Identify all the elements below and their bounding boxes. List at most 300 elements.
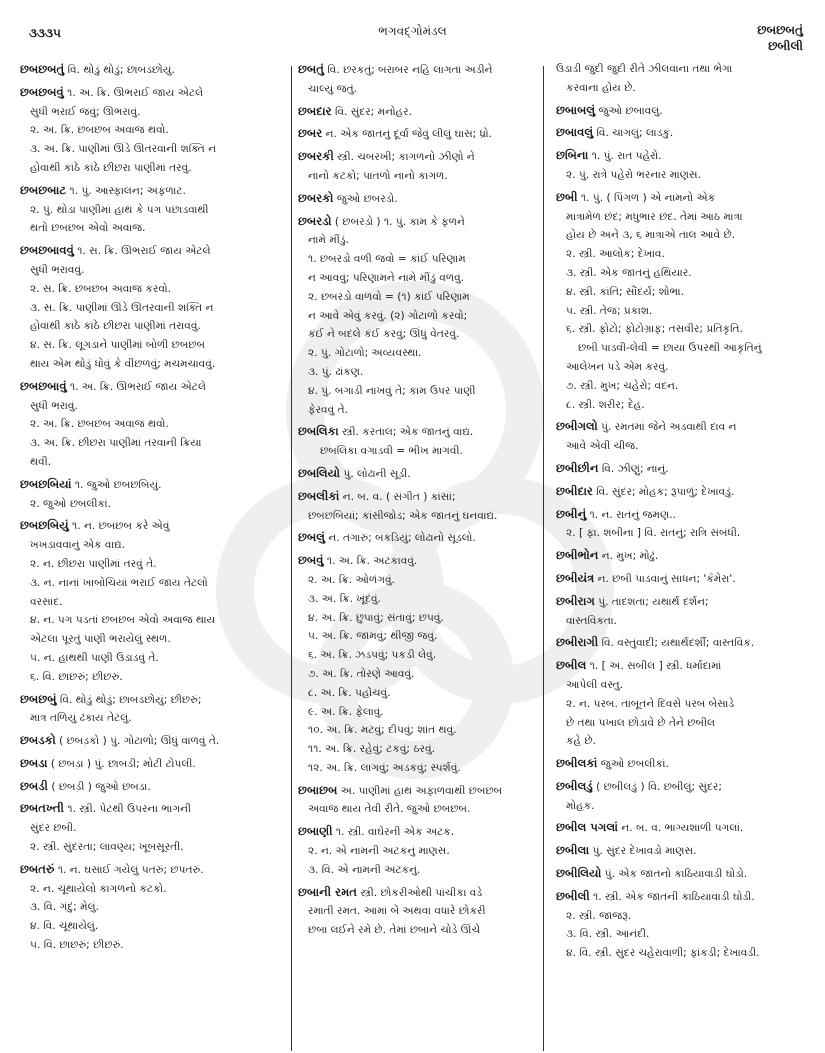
headword: છબરકો [298, 190, 334, 205]
headword: છબીલિયો [556, 866, 602, 881]
entry-line [298, 363, 540, 382]
headword: છબછબિયું [20, 518, 69, 533]
definition-text: પું. રમતમાં જેને અડવાથી દાવ ન [601, 421, 737, 434]
definition-text: આપેલી વસ્તુ. [566, 678, 623, 691]
dictionary-entry [556, 123, 814, 143]
entry-line [298, 250, 540, 269]
definition-text: ૧. ન. ઘસાઈ ગયેલું પતરું; છપતરું. [57, 863, 204, 876]
entry-first-line [20, 377, 284, 397]
definition-text: સ્ત્રી. ચબરખી; કાગળનો ઝીણો ને [337, 151, 475, 164]
definition-text: જુઓ છબરડો. [336, 192, 398, 205]
dictionary-entry [556, 188, 814, 415]
definition-text: ૬. અ. ક્રિ. ઝડપવું; પકડી લેવું. [308, 649, 437, 662]
definition-text: ૧૧. અ. ક્રિ. રહેવું; ટકવું; ઠરવું. [308, 743, 435, 756]
headword: છબીલ પગલાં [556, 820, 618, 835]
definition-text: માત્ર તળિયું ઢંકાય તેટલું. [30, 712, 132, 725]
dictionary-entry [298, 883, 540, 940]
entry-line [20, 299, 284, 318]
definition-text: ( છબરડ઼ો ) ૧. પું. કામ કે ફળને [334, 215, 465, 228]
dictionary-entry [298, 551, 540, 778]
column-middle [298, 60, 540, 943]
entry-line [20, 536, 284, 555]
dictionary-entry [298, 781, 540, 820]
entry-first-line [298, 551, 540, 571]
entry-first-line [20, 60, 284, 80]
entry-line [298, 325, 540, 344]
definition-text: ન. છબી પાડવાનું સાધન; 'કૅમેરા'. [597, 572, 736, 585]
definition-text: સ્ત્રી. છોકરીઓથી પાંચીકા વડે [360, 886, 483, 899]
definition-text: એટલા પૂરતું પાણી ભરાયેલું સ્થળ. [30, 633, 171, 646]
definition-text: ૧. પું. ( પિંગળ ) એ નામનો એક [580, 191, 716, 204]
headword: છબછબાટ [20, 182, 67, 197]
entry-line [20, 630, 284, 649]
definition-text: સુધી ભરાવું. [30, 399, 78, 412]
definition-text: વિ. ચાગલું; લાડકું. [596, 127, 674, 140]
definition-text: ૧૦. અ. ક્રિ. મટવું; દીપવું; શાંત થવું. [308, 724, 457, 737]
definition-text: રમાતી રમત. આમાં બે અથવા વધારે છોકરી [308, 905, 486, 918]
entry-line [20, 434, 284, 453]
page-header [0, 0, 825, 58]
definition-text: ન આવે એવું કરવું. (૨) ગોટાળો કરવો; [308, 309, 468, 322]
entry-line [20, 495, 284, 514]
headword: છબડા [20, 755, 48, 770]
dictionary-entry [556, 754, 814, 774]
headword: છબીરાગી [556, 635, 599, 650]
entry-line [298, 703, 540, 722]
headword: છબીનું [556, 506, 587, 521]
entry-first-line [298, 102, 540, 122]
entry-first-line [556, 754, 814, 774]
definition-text: ૨. ન. ચૂંથાયેલો કાગળનો કટકો. [30, 882, 167, 895]
entry-line [556, 339, 814, 358]
definition-text: ૨. ન. પરબ. તાબૂતને દિવસે પરબ બેસાડે [566, 697, 735, 710]
headword: છબછબવું [20, 84, 64, 99]
definition-text: ૪. પું. બગાડી નાખવું તે; કામ ઉપર પાણી [308, 384, 476, 397]
headword: છબીદાર [556, 483, 593, 498]
entry-first-line [556, 101, 814, 121]
headword: છબછબાવું [20, 378, 67, 393]
definition-text: ન. એક જાતનું દૂર્વા જેવું લીલું ઘાસ; ધ્રો. [325, 128, 492, 141]
definition-text: વરસાદ. [30, 595, 63, 608]
entry-line [556, 79, 814, 98]
entry-first-line [20, 475, 284, 495]
definition-text: ૪. અ. ક્રિ. છુપાવું; સંતાવું; છપવું. [308, 611, 444, 624]
definition-text: વિ. વસ્તુવાદી; યથાર્થદર્શી; વાસ્તવિક. [601, 637, 755, 650]
dictionary-entry [556, 60, 814, 98]
definition-text: ન. મુખ; મોઢું. [601, 550, 659, 563]
headword: છબીરાગ [556, 593, 595, 608]
entry-first-line [20, 516, 284, 536]
entry-first-line [556, 546, 814, 566]
entry-line [298, 627, 540, 646]
entry-line [20, 709, 284, 728]
definition-text: ૨. સ્ત્રી. જાજરૂ. [566, 909, 632, 922]
definition-text: ૨. પું. રાત્રે પહેરો ભરનાર માણસ. [566, 168, 701, 181]
entry-line [298, 571, 540, 590]
definition-text: ૪. સ. ક્રિ. લૂગડાને પાણીમાં બોળી છબછબ [30, 339, 206, 352]
dictionary-entry [20, 241, 284, 374]
dictionary-entry [298, 147, 540, 186]
dictionary-entry [20, 377, 284, 472]
entry-line [20, 838, 284, 857]
definition-text: વાસ્તવિકતા. [566, 614, 617, 627]
entry-line [20, 397, 284, 416]
definition-text: ૧. અ. ક્રિ. ઊભરાઈ જાય એટલે [67, 86, 204, 99]
entry-line [20, 219, 284, 238]
entry-line [298, 401, 540, 420]
headword: છબર [298, 126, 323, 141]
definition-text: ૫. સ્ત્રી. તેજ; પ્રકાશ. [566, 304, 653, 317]
definition-text: ૨. સ્ત્રી. આલોક; દેખાવ. [566, 248, 665, 261]
definition-text: ૯. અ. ક્રિ. ફેલાવું. [308, 705, 384, 718]
definition-text: ૧. સ્ત્રી. એક જાતની કાઠિયાવાડી ઘોડી. [593, 890, 755, 903]
entry-line [298, 590, 540, 609]
definition-text: ૧. સ્ત્રી. વાઘેરની એક અટક. [335, 826, 455, 839]
definition-text: ( છબડ઼કો ) પું. ગોટાળો; ઊંધું વાળવું તે. [59, 735, 220, 748]
entry-first-line [298, 781, 540, 801]
definition-text: ૨. [ ફા. શબીના ] વિ. રાતનું; રાત્રિ સંબંધી. [566, 527, 741, 540]
dictionary-entry [298, 422, 540, 461]
headword: છબલિકા [298, 424, 339, 439]
definition-text: ૩. વિ. ગંદું; મેલું. [30, 901, 99, 914]
entry-line [20, 555, 284, 574]
entry-line [20, 140, 284, 159]
entry-line [556, 320, 814, 339]
headword: છબછબું [20, 691, 57, 706]
entry-first-line [556, 60, 814, 79]
definition-text: નામે મીંડું. [308, 234, 350, 247]
dictionary-entry [556, 777, 814, 816]
entry-line [298, 307, 540, 326]
entry-line [20, 355, 284, 374]
headword: છબછબતું [20, 62, 65, 76]
entry-first-line [556, 656, 814, 676]
entry-line [20, 668, 284, 687]
headword: છબછબાવવું [20, 243, 74, 258]
entry-line [298, 288, 540, 307]
dictionary-entry [556, 146, 814, 185]
definition-text: આવે એવી ચીજ. [566, 440, 639, 453]
headword: છબીલ [556, 658, 587, 673]
entry-first-line [556, 146, 814, 166]
entry-line [556, 612, 814, 631]
entry-line [556, 283, 814, 302]
entry-line [20, 574, 284, 593]
entry-first-line [20, 799, 284, 819]
entry-first-line [20, 777, 284, 797]
headword: છબાવલું [556, 125, 594, 140]
headword: છબડકો [20, 733, 56, 748]
headword: છબિના [556, 148, 589, 163]
entry-line [556, 208, 814, 227]
definition-text: ( છબડ઼ા ) પું. છાબડી; મોટી ટોપલી. [50, 757, 196, 770]
entry-first-line [556, 841, 814, 861]
definition-text: વિ. થોડું થોડું; છાબડછોયું; છીછરું; [59, 693, 202, 706]
dictionary-entry [20, 475, 284, 514]
entry-first-line [556, 592, 814, 612]
definition-text: ૨. ન. છીછરા પાણીમાં તરવું તે. [30, 557, 157, 570]
entry-line [556, 226, 814, 245]
entry-first-line [298, 189, 540, 209]
definition-text: મોહક. [566, 799, 595, 812]
definition-text: ૩. અ. ક્રિ. છીછરા પાણીમાં તરવાની ક્રિયા [30, 437, 202, 450]
headword: છબીલકાં [556, 756, 598, 771]
entry-line [298, 921, 540, 940]
entry-first-line [556, 505, 814, 525]
definition-text: છબલિકા વગાડવી = ભીખ માગવી. [320, 445, 463, 458]
entry-line [20, 103, 284, 122]
definition-text: છબછબિયાં; કાંસીજોડ; એક જાતનું ઘનવાદ્ય. [308, 509, 498, 522]
dictionary-entry [298, 124, 540, 144]
entry-first-line [20, 181, 284, 201]
dictionary-entry [556, 482, 814, 502]
definition-text: ૪. વિ. ચૂંથાયેલું. [30, 920, 99, 933]
definition-text: સુંદર છબી. [30, 822, 77, 835]
dictionary-entry [556, 569, 814, 589]
entry-first-line [556, 777, 814, 797]
dictionary-entry [556, 459, 814, 479]
definition-text: ૩. વિ. સ્ત્રી. આનંદી. [566, 928, 650, 941]
entry-line [298, 231, 540, 250]
entry-line [298, 442, 540, 461]
definition-text: ન. બ. વ. ( સંગીત ) કાંસાં; [342, 490, 456, 503]
dictionary-entry [556, 592, 814, 631]
dictionary-entry [20, 731, 284, 751]
headword: છબીલડું [556, 778, 593, 793]
entry-first-line [20, 860, 284, 880]
entry-line [556, 944, 814, 963]
definition-text: જુઓ છબાવલું. [598, 104, 663, 117]
definition-text: ૧. પું. આસ્ફાલન; અફળાટ. [69, 184, 186, 197]
entry-line [20, 649, 284, 668]
definition-text: ૧૨. અ. ક્રિ. લાગવું; અડકવું; સ્પર્શવું. [308, 761, 461, 774]
entry-line [20, 917, 284, 936]
entry-line [556, 437, 814, 456]
definition-text: ન. તગારું; બકડિયું; લોઢાનો સૂંડલો. [328, 532, 476, 545]
entry-line [298, 507, 540, 526]
definition-text: ૫. વિ. છાછરું; છીછરું. [30, 939, 124, 952]
entry-line [298, 269, 540, 288]
entry-line [20, 453, 284, 472]
dictionary-entry [556, 656, 814, 751]
column-left [20, 60, 284, 958]
entry-first-line [556, 482, 814, 502]
headword: છબાબલું [556, 102, 596, 117]
entry-first-line [20, 731, 284, 751]
dictionary-entry [20, 777, 284, 797]
definition-text: ૫. ન. હાથથી પાણી ઉડાડવું તે. [30, 651, 159, 664]
definition-text: છબા લઈને રમે છે. તેમાં છબાને ચોડે ઊંચે [308, 924, 481, 937]
column-divider [543, 66, 544, 1051]
definition-text: પું. લોઢાની સૂડી. [343, 467, 411, 480]
entry-line [298, 684, 540, 703]
definition-text: છબી પાડવી-લેવી = છાયા ઉપરથી આકૃતિનું [578, 342, 762, 355]
entry-first-line [556, 459, 814, 479]
entry-line [298, 167, 540, 186]
entry-first-line [556, 633, 814, 653]
definition-text: ૧. ન. છબછબ કરે એવું [72, 520, 170, 533]
headword: છબી [556, 189, 578, 204]
headword: છબવું [298, 553, 324, 568]
definition-text: સુધી ભરાઈ જવું; ઊભરાવું. [30, 105, 141, 118]
entry-first-line [298, 124, 540, 144]
headword: છબતું [298, 62, 324, 76]
entry-line [20, 159, 284, 178]
definition-text: ખખડાવવાનું એક વાદ્ય. [30, 539, 125, 552]
entry-first-line [298, 147, 540, 167]
entry-line [20, 936, 284, 955]
entry-line [20, 819, 284, 838]
definition-text: છે તથા પખાલ છોડાવે છે તેને છબીલ [566, 716, 716, 729]
entry-line [298, 665, 540, 684]
definition-text: નાનો કટકો; પાતળો નાનો કાગળ. [308, 169, 448, 182]
definition-text: ૨. છબરડો વાળવો = (૧) કાંઈ પરિણામ [308, 290, 470, 303]
column-right [556, 60, 814, 966]
entry-line [20, 121, 284, 140]
entry-line [556, 732, 814, 751]
dictionary-entry [556, 505, 814, 544]
definition-text: ૩. વિ. એ નામની અટકનું. [308, 863, 421, 876]
entry-first-line [556, 188, 814, 208]
definition-text: પું. તાદશતા; યથાર્થ દર્શન; [598, 595, 709, 608]
dictionary-entry [20, 799, 284, 856]
definition-text: ૧. પું. રાત પહેરો. [591, 150, 662, 163]
definition-text: ફેરવવું તે. [308, 403, 348, 416]
entry-line [556, 302, 814, 321]
dictionary-entry [20, 690, 284, 729]
page-number: ૩૩૩૫ [29, 26, 61, 40]
dictionary-entry [556, 417, 814, 456]
definition-text: ૨. સ. ક્રિ. છબછબ અવાજ કરવો. [30, 282, 171, 295]
definition-text: પું. સુંદર દેખાવડો માણસ. [592, 845, 697, 858]
dictionary-entry [298, 822, 540, 879]
definition-text: ૨. અ. ક્રિ. ઓળંગવું. [308, 573, 395, 586]
definition-text: ૩. ન. નાનાં ખાબોચિયાં ભરાઈ જાય તેટલો [30, 576, 208, 589]
definition-text: વિ. સુંદર; મોહક; રૂપાળું; દેખાવડું. [596, 485, 735, 498]
definition-text: હોવાથી કાંઠે કાંઠે છીછરા પાણીમાં તરવું. [30, 161, 192, 174]
definition-text: વિ. થોડું થોડું; છાબડછોયું. [67, 64, 175, 76]
headword: છબીછીન [556, 460, 599, 475]
headword: છબાની રમત [298, 884, 357, 899]
definition-text: ૭. અ. ક્રિ. તોરણે આવવું. [308, 667, 415, 680]
entry-line [298, 646, 540, 665]
entry-line [556, 264, 814, 283]
dictionary-entry [556, 101, 814, 121]
definition-text: ૨. પું. થોડા પાણીમાં હાથ કે પગ પછાડવાથી [30, 203, 209, 216]
headword: છબરકી [298, 149, 334, 164]
headword: છબીલી [556, 888, 590, 903]
definition-text: ૪. ન. પગ પડતાં છબછબ એવો અવાજ થાય [30, 614, 216, 627]
definition-text: ૮. અ. ક્રિ. પહોંચવું. [308, 686, 391, 699]
definition-text: માત્રામેળ છંદ; મધુભાર છંદ. તેમાં આઠ માત્રા [566, 210, 743, 223]
definition-text: પું. એક જાતનો કાઠિયાવાડી ઘોડો. [604, 868, 748, 881]
dictionary-entry [298, 102, 540, 122]
entry-line [556, 925, 814, 944]
entry-line [20, 336, 284, 355]
definition-text: ૪. સ્ત્રી. કાંતિ; સૌંદર્ય; શોભા. [566, 285, 685, 298]
definition-text: ( છબડ઼ી ) જુઓ છબડા. [51, 780, 151, 793]
entry-line [20, 201, 284, 220]
entry-first-line [298, 487, 540, 507]
definition-text: કહે છે. [566, 735, 596, 748]
dictionary-entry [298, 528, 540, 548]
dictionary-entry [556, 864, 814, 884]
entry-line [556, 396, 814, 415]
definition-text: ૧. જુઓ છબછબિયું. [74, 478, 162, 491]
dictionary-entry [20, 83, 284, 178]
entry-first-line [298, 528, 540, 548]
definition-text: ૧. ન. રાતનું જમણ.. [589, 508, 676, 521]
definition-text: કંઈ ને બદલે કંઈ કરવું; ઊંધું વેતરવું. [308, 328, 460, 341]
entry-line [298, 721, 540, 740]
entry-line [556, 714, 814, 733]
definition-text: ૩. પું. ઢાંકણ. [308, 365, 364, 378]
entry-first-line [556, 864, 814, 884]
entry-line [298, 609, 540, 628]
entry-first-line [20, 241, 284, 261]
definition-text: કરવાના હોય છે. [566, 81, 636, 94]
entry-line [20, 415, 284, 434]
headword: છબરડો [298, 213, 332, 228]
entry-first-line [20, 754, 284, 774]
definition-text: થવી. [30, 455, 52, 468]
guide-word-first: છબછબતું [757, 23, 803, 37]
definition-text: ૨. જુઓ છબલીકાં. [30, 497, 111, 510]
column-divider [291, 66, 292, 1051]
dictionary-entry [556, 841, 814, 861]
entry-line [556, 695, 814, 714]
definition-text: સ્ત્રી. કરતાલ; એક જાતનું વાદ્ય. [342, 426, 474, 439]
dictionary-entry [20, 860, 284, 955]
definition-text: ૨. અ. ક્રિ. છબછબ અવાજ થવો. [30, 124, 169, 137]
entry-line [556, 377, 814, 396]
definition-text: આલેખન પડે એમ કરવું. [566, 360, 669, 373]
dictionary-entry [556, 633, 814, 653]
entry-line [556, 907, 814, 926]
entry-line [20, 317, 284, 336]
headword: છબીગલો [556, 419, 598, 434]
definition-text: હોવાથી કાંઠે કાંઠે છીછરા પાણીમાં તરાવવું. [30, 320, 201, 333]
headword: છબડી [20, 778, 48, 793]
definition-text: ( છબીલડ઼ું ) વિ. છબીલું; સુંદર; [596, 780, 722, 793]
definition-text: ૨. સ્ત્રી. સુંદરતા; લાવણ્ય; ખૂબસૂરતી. [30, 841, 184, 854]
entry-line [20, 261, 284, 280]
entry-line [20, 280, 284, 299]
definition-text: ૧. સ. ક્રિ. ઊભરાઈ જાય એટલે [77, 245, 211, 258]
definition-text: ૩. સ્ત્રી. એક જાતનું હથિયાર. [566, 266, 692, 279]
definition-text: ૧. છબરડો વળી જવો = કાંઈ પરિણામ [308, 253, 466, 266]
definition-text: ૫. અ. ક્રિ. જામવું; થીજી જવું. [308, 630, 438, 643]
entry-line [298, 800, 540, 819]
dictionary-entry [20, 60, 284, 80]
guide-word-last: છબીલી [768, 39, 803, 53]
definition-text: ૭. સ્ત્રી. મુખ; ચહેરો; વદન. [566, 379, 679, 392]
entry-line [556, 358, 814, 377]
headword: છબીલા [556, 843, 590, 858]
guide-words [757, 22, 803, 54]
dictionary-entry [20, 181, 284, 238]
dictionary-entry [20, 516, 284, 686]
definition-text: ૬. વિ. છાછરું; છીછરું. [30, 670, 123, 683]
dictionary-entry [298, 464, 540, 484]
definition-text: ચાલ્યું જતું. [308, 82, 358, 95]
definition-text: ૮. સ્ત્રી. શરીર; દેહ. [566, 398, 645, 411]
dictionary-entry [298, 189, 540, 209]
definition-text: સુધી ભરાવવું. [30, 263, 85, 276]
definition-text: અવાજ થાય તેવી રીતે. જુઓ છબછબ. [308, 803, 471, 816]
definition-text: હોય છે અને ૩, ૬ માત્રાએ તાલ આવે છે. [566, 229, 736, 242]
definition-text: ૪. વિ. સ્ત્રી. સુંદર ચહેરાવાળી; ફાંકડી; દેખાવડી. [566, 947, 760, 960]
